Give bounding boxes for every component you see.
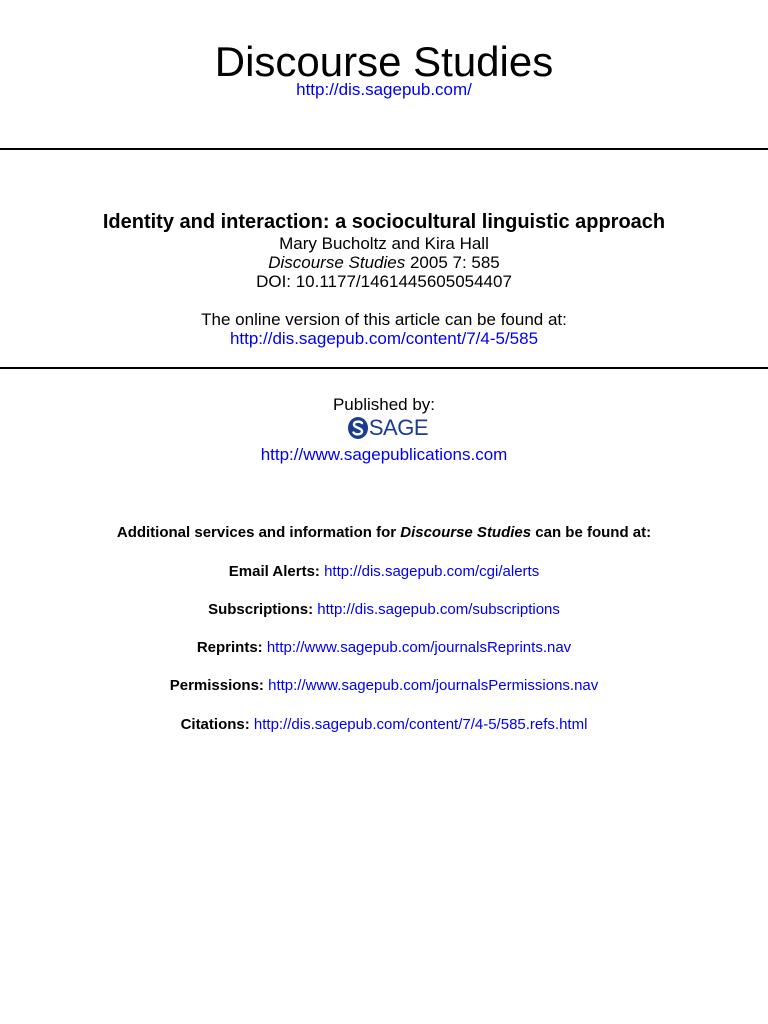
online-version-link[interactable]: http://dis.sagepub.com/content/7/4-5/585: [229, 329, 539, 348]
reprints-link[interactable]: http://www.sagepub.com/journalsReprints.nav: [266, 639, 572, 656]
sage-emblem-icon: [348, 417, 368, 439]
subscriptions-link[interactable]: http://dis.sagepub.com/subscriptions: [317, 601, 560, 618]
publisher-url-link[interactable]: http://www.sagepublications.com: [260, 445, 508, 464]
published-by-label: Published by:: [332, 395, 436, 414]
service-row-reprints: [0, 639, 768, 657]
reprints-label: Reprints:: [196, 639, 263, 656]
online-version-row: [0, 329, 768, 349]
citation-journal: Discourse Studies: [268, 253, 406, 272]
article-title: Identity and interaction: a sociocultural linguistic approach: [102, 211, 666, 233]
publisher-url-row: [0, 445, 768, 465]
email-alerts-link[interactable]: http://dis.sagepub.com/cgi/alerts: [324, 563, 540, 580]
article-citation: [0, 253, 768, 273]
additional-prefix: Additional services and information for: [116, 524, 401, 541]
journal-url-link[interactable]: http://dis.sagepub.com/: [296, 80, 472, 99]
additional-journal: Discourse Studies: [400, 524, 532, 541]
service-row-subscriptions: [0, 601, 768, 619]
email-alerts-label: Email Alerts:: [228, 563, 320, 580]
service-row-email-alerts: [0, 563, 768, 581]
additional-suffix: can be found at:: [531, 524, 652, 541]
service-row-citations: [0, 716, 768, 734]
citations-link[interactable]: http://dis.sagepub.com/content/7/4-5/585.refs.html: [253, 716, 588, 733]
citations-label: Citations:: [180, 716, 250, 733]
permissions-label: Permissions:: [169, 677, 264, 694]
additional-services-heading: [0, 524, 768, 542]
service-row-permissions: [0, 677, 768, 695]
online-version-label: The online version of this article can be found at:: [201, 310, 567, 329]
journal-url-row: [0, 80, 768, 100]
permissions-link[interactable]: http://www.sagepub.com/journalsPermissions.nav: [268, 677, 599, 694]
bottom-divider: [0, 367, 768, 369]
article-doi: DOI: 10.1177/1461445605054407: [256, 272, 512, 291]
journal-title: Discourse Studies: [214, 38, 554, 85]
article-authors: Mary Bucholtz and Kira Hall: [279, 234, 489, 253]
citation-details: 2005 7: 585: [405, 253, 500, 272]
sage-logo[interactable]: [348, 415, 428, 441]
sage-logo-text: SAGE: [368, 415, 428, 440]
top-divider: [0, 148, 768, 150]
subscriptions-label: Subscriptions:: [208, 601, 314, 618]
